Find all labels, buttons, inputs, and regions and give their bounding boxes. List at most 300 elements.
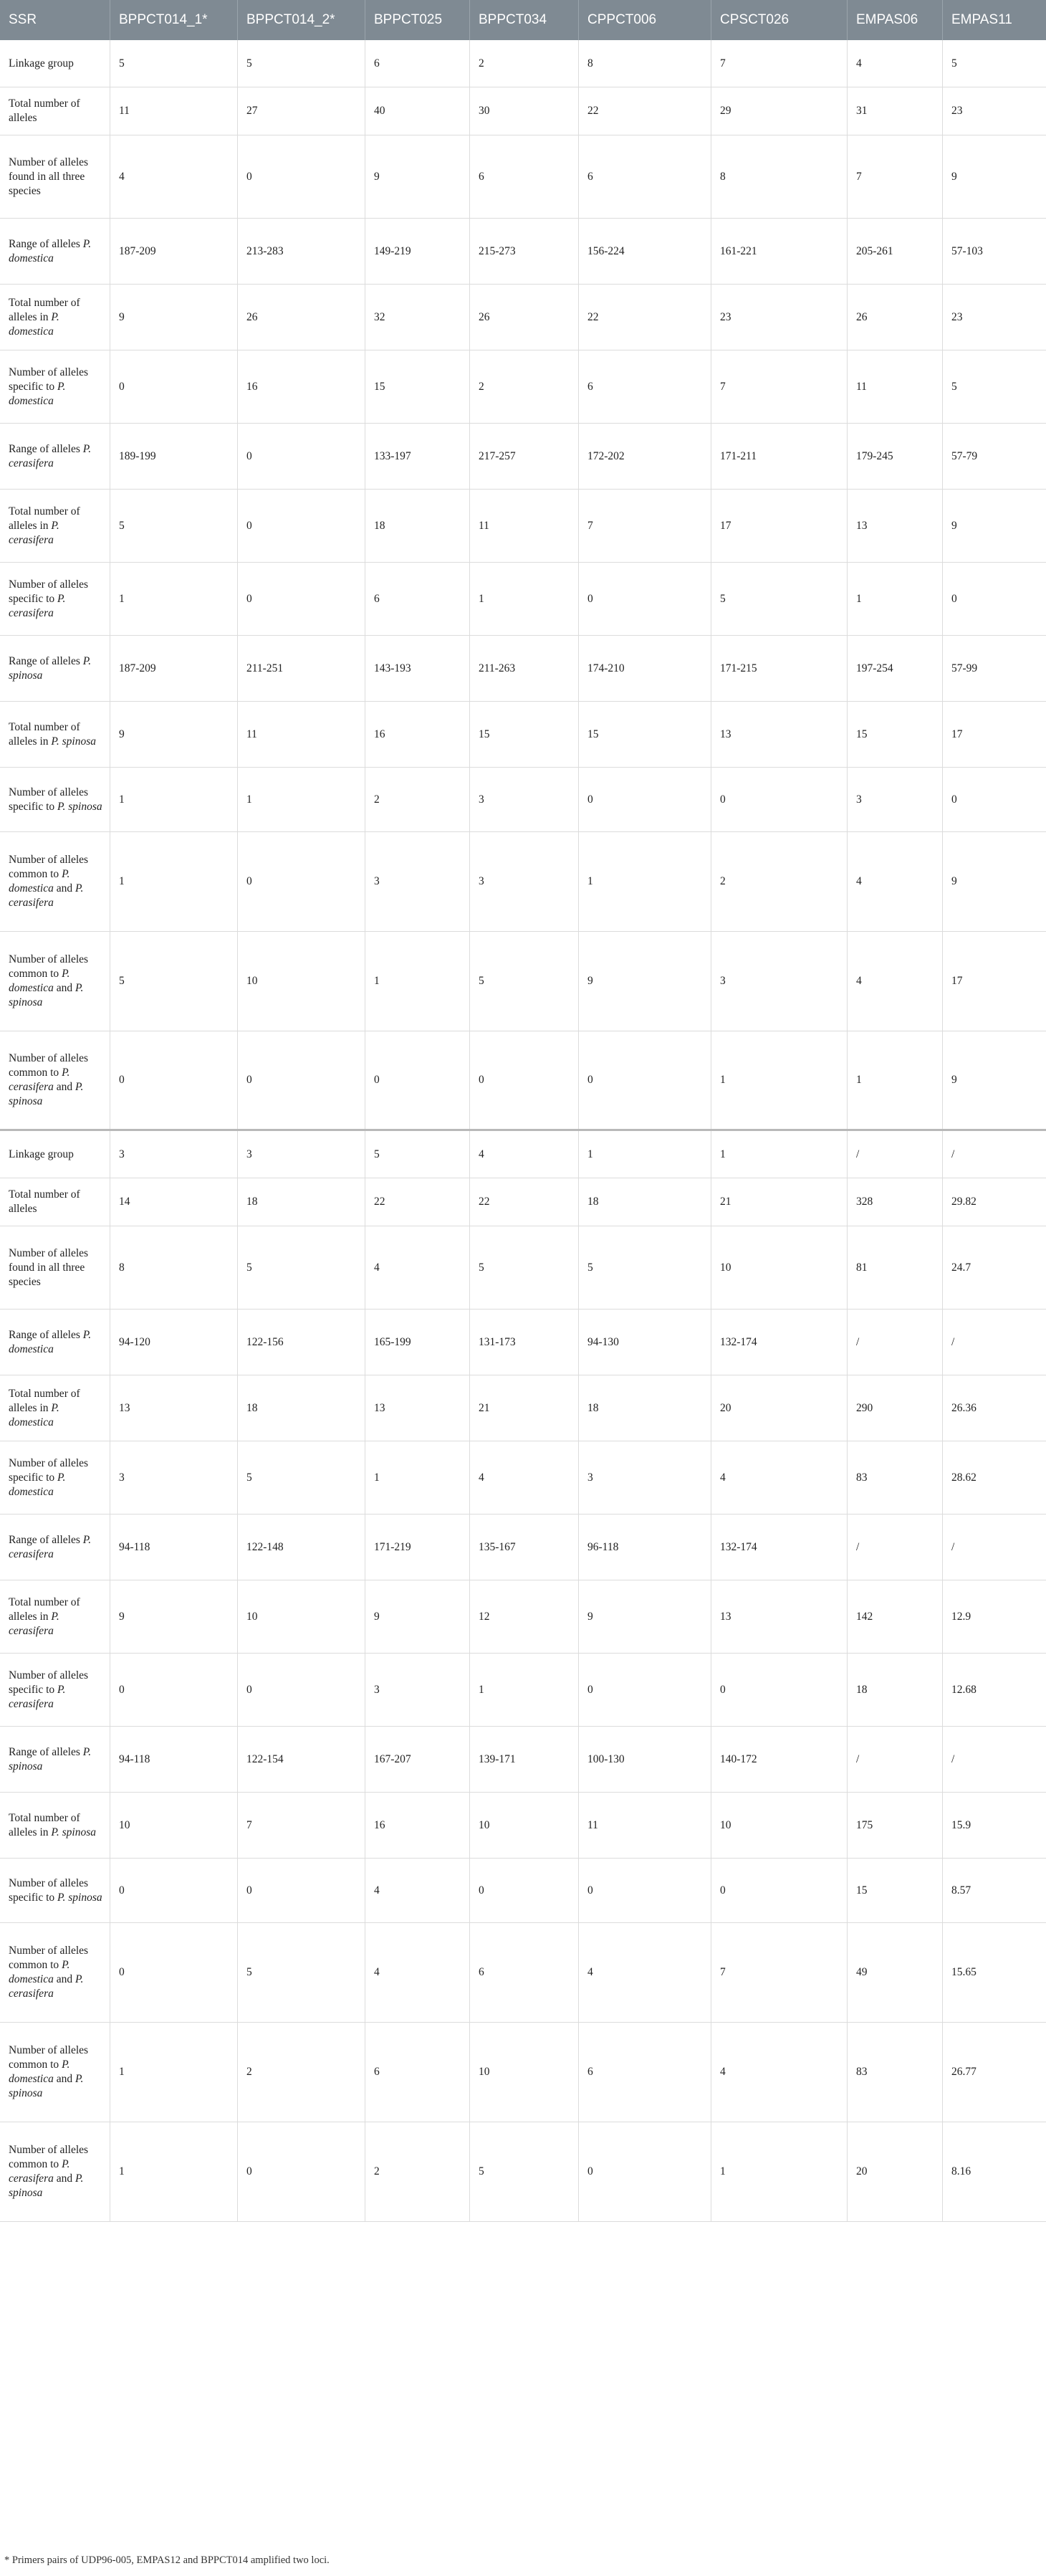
table-cell: 171-215 [711,636,847,701]
table-cell: 172-202 [578,424,711,489]
row-label: Number of alleles specific to P. spinosa [9,786,102,813]
table-cell: 0 [237,1654,365,1726]
table-cell: 0 [365,1031,469,1129]
table-row [0,1654,1046,1727]
table-cell: 11 [110,87,237,135]
table-cell: 11 [469,490,578,562]
table-row [0,1793,1046,1859]
table-cell: 1 [469,563,578,635]
table-row [0,768,1046,832]
row-label: Linkage group [9,57,74,70]
table-cell: 1 [110,768,237,831]
table-cell: 15 [847,1859,942,1922]
table-cell: 18 [237,1375,365,1441]
table-cell: 171-211 [711,424,847,489]
table-cell: 1 [365,1441,469,1514]
table-cell: 211-263 [469,636,578,701]
table-row [0,1178,1046,1226]
row-label: Number of alleles specific to P. cerasifera [9,1669,89,1710]
table-cell: 22 [365,1178,469,1226]
row-label: Range of alleles P. domestica [9,237,92,264]
table-cell: 1 [578,832,711,931]
table-cell: 17 [942,932,1046,1031]
table-cell: 0 [469,1031,578,1129]
table-cell: 6 [469,135,578,218]
table-cell: 6 [469,1923,578,2022]
table-cell: 5 [365,1131,469,1178]
table-cell: 6 [578,135,711,218]
table-cell: 0 [110,1923,237,2022]
column-header: EMPAS11 [942,0,1046,40]
table-row [0,1580,1046,1654]
table-cell: 27 [237,87,365,135]
table-cell: 217-257 [469,424,578,489]
row-label: Total number of alleles in P. cerasifera [9,1595,80,1637]
row-label: Range of alleles P. cerasifera [9,442,92,469]
column-header: BPPCT014_1* [110,0,237,40]
row-label: Number of alleles common to P. domestica and P. cerasifera [9,854,89,909]
table-cell: 0 [578,563,711,635]
column-header: SSR [9,12,37,27]
table-cell: 1 [847,1031,942,1129]
table-cell: 0 [578,2122,711,2221]
table-cell: 213-283 [237,219,365,284]
table-row [0,1441,1046,1514]
table-row [0,1375,1046,1441]
table-cell: 10 [110,1793,237,1858]
table-cell: 23 [711,285,847,350]
table-cell: 9 [110,285,237,350]
row-label: Number of alleles found in all three species [9,1246,89,1288]
column-header: BPPCT034 [469,0,578,40]
table-cell: 17 [942,702,1046,767]
table-row [0,832,1046,932]
table-cell: 9 [578,1580,711,1653]
table-cell: 26.36 [942,1375,1046,1441]
table-cell: 1 [578,1131,711,1178]
table-cell: / [847,1514,942,1580]
table-cell: 3 [469,832,578,931]
table-row [0,219,1046,285]
row-label: Number of alleles specific to P. domestica [9,366,89,407]
table-cell: 4 [847,40,942,87]
table-cell: 3 [469,768,578,831]
table-cell: 1 [711,1031,847,1129]
table-cell: 12.68 [942,1654,1046,1726]
table-cell: 8 [578,40,711,87]
table-cell: 211-251 [237,636,365,701]
table-cell: 29 [711,87,847,135]
table-row [0,1514,1046,1580]
table-cell: 5 [469,932,578,1031]
table-cell: 4 [469,1441,578,1514]
table-cell: 171-219 [365,1514,469,1580]
table-cell: 94-120 [110,1310,237,1375]
table-cell: 131-173 [469,1310,578,1375]
table-cell: / [942,1131,1046,1178]
table-cell: 57-79 [942,424,1046,489]
table-row [0,87,1046,135]
table-cell: 0 [711,768,847,831]
table-cell: 13 [711,702,847,767]
table-cell: 0 [711,1859,847,1922]
table-cell: 156-224 [578,219,711,284]
table-cell: 0 [237,135,365,218]
row-label: Number of alleles found in all three species [9,156,89,197]
table-cell: 161-221 [711,219,847,284]
table-cell: 21 [711,1178,847,1226]
table-cell: 26.77 [942,2023,1046,2122]
table-cell: 7 [711,1923,847,2022]
table-cell: 189-199 [110,424,237,489]
table-cell: 15 [365,350,469,423]
table-cell: 5 [110,40,237,87]
table-cell: 5 [942,40,1046,87]
table-cell: 96-118 [578,1514,711,1580]
table-cell: 2 [237,2023,365,2122]
table-cell: 0 [942,563,1046,635]
table-cell: 165-199 [365,1310,469,1375]
table-row [0,1923,1046,2023]
table-cell: 18 [237,1178,365,1226]
table-cell: 18 [365,490,469,562]
table-cell: 83 [847,1441,942,1514]
table-cell: 12.9 [942,1580,1046,1653]
table-cell: 4 [711,2023,847,2122]
table-cell: 14 [110,1178,237,1226]
table-cell: 1 [711,2122,847,2221]
table-row [0,563,1046,636]
table-cell: 5 [942,350,1046,423]
table-cell: 5 [237,1923,365,2022]
table-cell: 5 [110,932,237,1031]
table-cell: 7 [237,1793,365,1858]
table-cell: 15.9 [942,1793,1046,1858]
table-cell: 0 [237,490,365,562]
table-cell: 81 [847,1226,942,1309]
table-cell: 122-154 [237,1727,365,1792]
table-cell: 4 [847,832,942,931]
table-cell: 142 [847,1580,942,1653]
table-cell: 4 [578,1923,711,2022]
table-cell: 3 [847,768,942,831]
table-cell: 0 [711,1654,847,1726]
table-cell: 11 [578,1793,711,1858]
table-cell: 57-103 [942,219,1046,284]
table-cell: 5 [237,1226,365,1309]
table-cell: 187-209 [110,636,237,701]
table-cell: 0 [237,2122,365,2221]
table-cell: 197-254 [847,636,942,701]
table-cell: 22 [469,1178,578,1226]
table-cell: 0 [110,1031,237,1129]
table-row [0,2023,1046,2122]
row-label: Total number of alleles in P. domestica [9,296,80,338]
table-cell: 4 [711,1441,847,1514]
table-cell: 17 [711,490,847,562]
table-cell: 4 [110,135,237,218]
table-cell: 22 [578,87,711,135]
table-cell: 13 [711,1580,847,1653]
table-cell: 1 [110,2023,237,2122]
table-row [0,135,1046,219]
table-cell: 30 [469,87,578,135]
table-cell: 132-174 [711,1310,847,1375]
table-cell: 9 [365,1580,469,1653]
row-label: Range of alleles P. cerasifera [9,1533,92,1560]
table-cell: 0 [578,1654,711,1726]
table-cell: 215-273 [469,219,578,284]
table-row [0,1727,1046,1793]
table-cell: 0 [578,1031,711,1129]
table-cell: / [942,1310,1046,1375]
table-header-row [0,0,1046,40]
table-cell: 20 [847,2122,942,2221]
row-label: Number of alleles common to P. domestica and P. spinosa [9,953,89,1008]
table-cell: 94-118 [110,1727,237,1792]
table-footnote: * Primers pairs of UDP96-005, EMPAS12 and BPPCT014 amplified two loci. [4,2554,330,2566]
table-cell: 6 [578,2023,711,2122]
row-label: Number of alleles common to P. domestica and P. cerasifera [9,1945,89,2000]
table-cell: 5 [711,563,847,635]
table-cell: 205-261 [847,219,942,284]
table-row [0,636,1046,702]
table-cell: 10 [711,1226,847,1309]
table-cell: 29.82 [942,1178,1046,1226]
table-cell: 7 [578,490,711,562]
table-cell: 10 [237,1580,365,1653]
table-row [0,350,1046,424]
table-cell: / [942,1727,1046,1792]
table-cell: 132-174 [711,1514,847,1580]
row-label: Total number of alleles in P. domestica [9,1387,80,1428]
table-cell: 3 [110,1441,237,1514]
table-cell: 0 [237,1859,365,1922]
table-cell: 9 [110,1580,237,1653]
table-cell: 3 [237,1131,365,1178]
table-cell: 174-210 [578,636,711,701]
table-cell: 49 [847,1923,942,2022]
table-cell: 18 [578,1178,711,1226]
row-label: Linkage group [9,1148,74,1160]
column-header: CPPCT006 [578,0,711,40]
table-cell: 3 [578,1441,711,1514]
table-cell: 31 [847,87,942,135]
table-cell: 23 [942,87,1046,135]
row-label: Total number of alleles in P. cerasifera [9,505,80,546]
table-cell: 0 [110,1859,237,1922]
table-cell: 4 [365,1859,469,1922]
table-cell: 0 [110,1654,237,1726]
table-cell: 1 [110,2122,237,2221]
table-cell: 26 [847,285,942,350]
table-cell: 24.7 [942,1226,1046,1309]
table-cell: 5 [469,2122,578,2221]
table-cell: 20 [711,1375,847,1441]
table-cell: 11 [847,350,942,423]
table-cell: 9 [942,490,1046,562]
column-header: BPPCT014_2* [237,0,365,40]
column-header: EMPAS06 [847,0,942,40]
table-cell: 3 [711,932,847,1031]
table-cell: 175 [847,1793,942,1858]
row-label: Total number of alleles in P. spinosa [9,720,96,748]
table-cell: 6 [365,563,469,635]
table-cell: 15 [847,702,942,767]
table-cell: 1 [110,832,237,931]
table-cell: 16 [365,702,469,767]
table-cell: / [847,1310,942,1375]
table-cell: 16 [237,350,365,423]
table-cell: 8.57 [942,1859,1046,1922]
row-label: Number of alleles common to P. cerasifera and P. spinosa [9,1052,89,1107]
table-cell: 57-99 [942,636,1046,701]
table-row [0,932,1046,1031]
row-label: Number of alleles specific to P. cerasifera [9,578,89,619]
table-cell: 7 [847,135,942,218]
table-cell: 9 [578,932,711,1031]
table-cell: 328 [847,1178,942,1226]
table-cell: 16 [365,1793,469,1858]
row-label: Number of alleles common to P. cerasifera and P. spinosa [9,2144,89,2199]
column-header: BPPCT025 [365,0,469,40]
table-cell: 1 [365,932,469,1031]
table-cell: 1 [469,1654,578,1726]
table-cell: 8 [711,135,847,218]
row-label: Range of alleles P. domestica [9,1328,92,1355]
table-cell: 0 [578,1859,711,1922]
table-cell: 1 [237,768,365,831]
table-cell: 3 [110,1131,237,1178]
table-cell: 28.62 [942,1441,1046,1514]
table-cell: 5 [237,1441,365,1514]
table-cell: 23 [942,285,1046,350]
table-cell: 1 [711,1131,847,1178]
table-cell: 10 [711,1793,847,1858]
table-cell: 9 [942,832,1046,931]
table-cell: 4 [365,1226,469,1309]
table-cell: 94-130 [578,1310,711,1375]
table-cell: 140-172 [711,1727,847,1792]
row-label: Range of alleles P. spinosa [9,1745,92,1773]
table-cell: 2 [469,40,578,87]
table-cell: 9 [365,135,469,218]
table-cell: 0 [578,768,711,831]
table-cell: 1 [847,563,942,635]
table-cell: 5 [469,1226,578,1309]
table-cell: 12 [469,1580,578,1653]
table-cell: 149-219 [365,219,469,284]
table-cell: 133-197 [365,424,469,489]
row-label: Number of alleles specific to P. domestica [9,1456,89,1498]
table-cell: 6 [365,40,469,87]
table-cell: 0 [237,832,365,931]
table-cell: 11 [237,702,365,767]
table-cell: 0 [110,350,237,423]
table-cell: 2 [469,350,578,423]
table-cell: 6 [365,2023,469,2122]
table-cell: / [847,1727,942,1792]
table-cell: / [847,1131,942,1178]
table-cell: 10 [469,1793,578,1858]
table-cell: 8.16 [942,2122,1046,2221]
table-cell: 122-148 [237,1514,365,1580]
table-cell: 0 [237,424,365,489]
table-cell: 26 [469,285,578,350]
table-cell: 135-167 [469,1514,578,1580]
table-cell: 3 [365,1654,469,1726]
table-cell: 122-156 [237,1310,365,1375]
table-cell: 83 [847,2023,942,2122]
table-cell: 3 [365,832,469,931]
table-cell: 143-193 [365,636,469,701]
table-cell: 1 [110,563,237,635]
table-row [0,1310,1046,1375]
table-cell: 26 [237,285,365,350]
table-cell: 0 [237,1031,365,1129]
table-cell: 94-118 [110,1514,237,1580]
row-label: Total number of alleles [9,97,80,124]
table-row [0,490,1046,563]
table-cell: 4 [847,932,942,1031]
table-cell: 18 [847,1654,942,1726]
table-cell: 0 [942,768,1046,831]
table-cell: 9 [942,135,1046,218]
table-cell: 13 [365,1375,469,1441]
table-row [0,285,1046,350]
row-label: Number of alleles specific to P. spinosa [9,1876,102,1904]
row-label: Number of alleles common to P. domestica and P. spinosa [9,2044,89,2099]
column-header: CPSCT026 [711,0,847,40]
table-cell: / [942,1514,1046,1580]
table-cell: 22 [578,285,711,350]
table-row [0,2122,1046,2222]
table-cell: 187-209 [110,219,237,284]
table-cell: 8 [110,1226,237,1309]
table-cell: 7 [711,350,847,423]
table-cell: 15.65 [942,1923,1046,2022]
table-cell: 13 [847,490,942,562]
table-cell: 9 [942,1031,1046,1129]
table-cell: 4 [365,1923,469,2022]
table-cell: 179-245 [847,424,942,489]
table-cell: 0 [237,563,365,635]
table-cell: 4 [469,1131,578,1178]
table-cell: 7 [711,40,847,87]
row-label: Total number of alleles in P. spinosa [9,1811,96,1838]
table-cell: 100-130 [578,1727,711,1792]
table-cell: 0 [469,1859,578,1922]
table-cell: 10 [469,2023,578,2122]
table-cell: 139-171 [469,1727,578,1792]
table-row [0,1131,1046,1178]
row-label: Total number of alleles [9,1188,80,1215]
table-cell: 15 [469,702,578,767]
table-cell: 32 [365,285,469,350]
table-cell: 10 [237,932,365,1031]
table-cell: 18 [578,1375,711,1441]
table-cell: 5 [578,1226,711,1309]
table-row [0,1031,1046,1131]
table-row [0,702,1046,768]
table-cell: 290 [847,1375,942,1441]
table-cell: 15 [578,702,711,767]
table-row [0,1859,1046,1923]
table-cell: 2 [365,768,469,831]
table-cell: 6 [578,350,711,423]
table-cell: 167-207 [365,1727,469,1792]
table-cell: 5 [237,40,365,87]
